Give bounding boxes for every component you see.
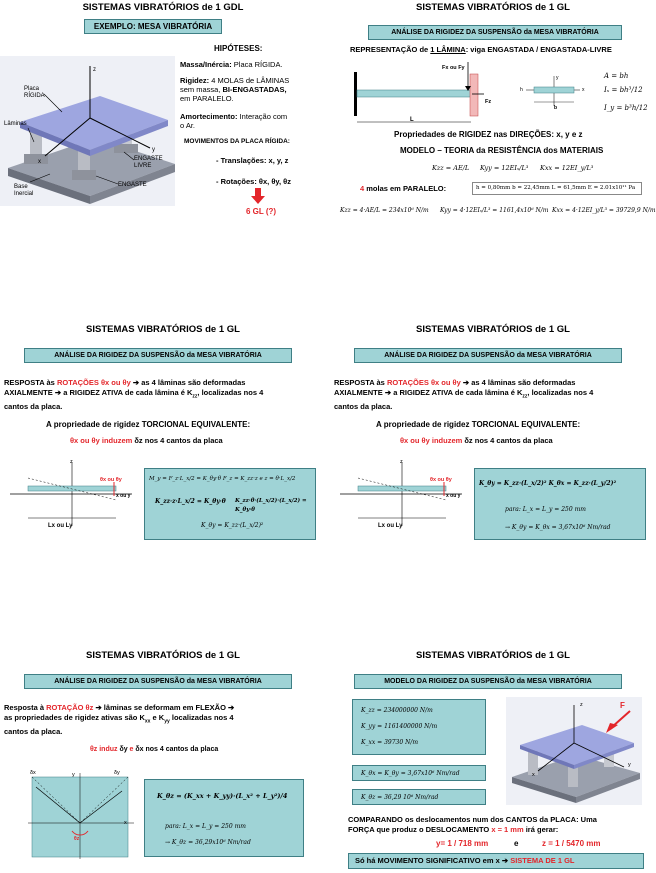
formula-my: M_y = F_z·L_x/2 = K_θy·θ F_z = K_zz·z e z = θ·L_x/2 (149, 476, 296, 482)
eq-kxx: Kxx = 12EI_y/L³ (540, 164, 594, 172)
slide-2-header-box: ANÁLISE DA RIGIDEZ DA SUSPENSÃO da MESA VIBRATÓRIA (368, 25, 622, 40)
result-kxx: Kxx = 4·12EI_y/L³ = 39729,9 N/m (552, 207, 656, 214)
params-box: h = 0,80mm b = 22,45mm L = 61,5mm E = 2.01x10¹¹ Pa (472, 182, 642, 195)
hip-rigidez: Rigidez: 4 MOLAS de LÂMINAS sem massa, BI-ENGASTADAS, em PARALELO. (180, 76, 290, 103)
result-z: z = 1 / 5470 mm (542, 839, 601, 848)
formula-ktheta-result: → K_θy = K_θx = 3,67x10⁶ Nm/rad (505, 524, 611, 531)
slide-3-title: SISTEMAS VIBRATÓRIOS de 1 GL (86, 324, 240, 335)
label-sec-h: h (520, 87, 523, 93)
slide-4-induzem: θx ou θy induzem δz nos 4 cantos da placa (400, 436, 553, 445)
value-ktheta-z: K_θz = 36,29 10⁶ Nm/rad (361, 794, 439, 801)
movimentos-translacoes: - Translações: x, y, z (216, 156, 289, 165)
hipoteses-title: HIPÓTESES: (214, 44, 263, 53)
slide-4-rigidez-torcional-resultado (330, 320, 656, 550)
molas-paralelo: 4 molas em PARALELO: (360, 184, 447, 193)
label-theta: θx ou θy (100, 477, 122, 483)
slide-3-rigidez-torcional (0, 320, 326, 550)
slide-5-formula-box (144, 779, 304, 857)
slide-3-formula-box (144, 468, 316, 540)
stiffness-theta-z-box (352, 789, 486, 805)
label-dx: δx (30, 770, 36, 776)
value-kzz: K_zz = 234000000 N/m (361, 707, 433, 714)
label-theta-2: θx ou θy (430, 477, 452, 483)
label-x-6: x (532, 772, 535, 778)
eq-ix: Iₓ = bh³/12 (604, 86, 643, 94)
label-sec-x: x (582, 87, 585, 93)
value-kyy: K_yy = 1161400000 N/m (361, 723, 438, 730)
eq-iy: I_y = b³h/12 (604, 104, 648, 112)
label-laminas: Lâminas (4, 121, 27, 127)
label-y: y (72, 772, 75, 778)
comparando-text: COMPARANDO os deslocamentos num dos CANTOS da PLACA: Uma FORÇA que produz o DESLOCAMENTO x = 1 mm irá gerar: (348, 815, 597, 834)
slide-4-prop: A propriedade de rigidez TORCIONAL EQUIVALENTE: (376, 420, 581, 429)
stiffness-theta-xy-box (352, 765, 486, 781)
label-fz: Fz (485, 99, 492, 105)
slide-1-exemplo (0, 0, 326, 230)
movimentos-rotacoes: - Rotações: θx, θy, θz (216, 177, 291, 186)
hip-amortecimento: Amortecimento: Interação com o Ar. (180, 112, 288, 130)
label-base: Base Inercial (14, 184, 34, 197)
label-y-6: y (628, 762, 631, 768)
slide-6-header-box: MODELO DA RIGIDEZ DA SUSPENSÃO da MESA VIBRATÓRIA (354, 674, 622, 689)
stiffness-values-box (352, 699, 486, 755)
formula-para-l: para: L_x = L_y = 250 mm (505, 506, 586, 513)
slide-1-header-box: EXEMPLO: MESA VIBRATÓRIA (84, 19, 222, 34)
vibratory-table-force-illustration (506, 697, 642, 805)
formula-para-l-5: para: L_x = L_y = 250 mm (165, 823, 246, 830)
eq-kzz: Kzz = AE/L (432, 164, 470, 172)
label-z: z (70, 459, 73, 465)
result-e: e (514, 839, 519, 848)
slide-3-prop: A propriedade de rigidez TORCIONAL EQUIVALENTE: (46, 420, 251, 429)
slide-4-resposta: RESPOSTA às ROTAÇÕES θx ou θy ➔ as 4 lâminas são deformadas AXIALMENTE ➔ a RIGIDEZ ATIVA de cada lâmina é $K_{zz}$, localizadas nos 4 cantos da placa. (334, 378, 594, 411)
rotation-tz-diagram (22, 773, 142, 861)
label-L: L (410, 117, 414, 123)
value-kxx: K_xx = 39730 N/m (361, 739, 419, 746)
label-y-axis: y (152, 147, 155, 153)
label-engaste: ENGASTE (118, 182, 147, 188)
slide-5-resposta: Resposta à ROTAÇÃO θz ➔ lâminas se deformam em FLEXÃO ➔ as propriedades de rigidez ativas são $K_{xx}$ e $K_{yy}$ localizadas nos 4 cantos da placa. (4, 703, 235, 736)
slide-2-title: SISTEMAS VIBRATÓRIOS de 1 GL (416, 2, 570, 13)
hip-massa: Massa/Inércia: Placa RÍGIDA. (180, 60, 283, 69)
cantilever-beam-diagram (348, 62, 498, 132)
slide-6-modelo (330, 643, 656, 873)
slide-5-induz: θz induz δy e δx nos 4 cantos da placa (90, 746, 219, 753)
label-x-axis: x (38, 159, 41, 165)
label-x-or-y-2: x ou y (446, 493, 461, 499)
label-lx-ly: Lx ou Ly (48, 523, 73, 529)
result-kyy: Kyy = 4·12EIₓ/L³ = 1161,4x10⁶ N/m (440, 207, 549, 214)
slide-5-header-box: ANÁLISE DA RIGIDEZ DA SUSPENSÃO da MESA VIBRATÓRIA (24, 674, 292, 689)
label-lx-ly-2: Lx ou Ly (378, 523, 403, 529)
conclusion-box: Só há MOVIMENTO SIGNIFICATIVO em x ➔ SISTEMA DE 1 GL (348, 853, 644, 869)
slide-4-header-box: ANÁLISE DA RIGIDEZ DA SUSPENSÃO da MESA VIBRATÓRIA (354, 348, 622, 363)
slide-6-title: SISTEMAS VIBRATÓRIOS de 1 GL (416, 650, 570, 661)
label-theta-z: θz (74, 836, 80, 842)
label-force: F (620, 701, 625, 710)
formula-kzz-theta: K_zz·θ·(L_x/2)·(L_x/2) = K_θy·θ (235, 498, 307, 513)
slide-1-title: SISTEMAS VIBRATÓRIOS de 1 GDL (82, 2, 244, 13)
label-z-axis: z (93, 67, 96, 73)
formula-ktheta-z: K_θz = (K_xx + K_yy)·(L_x² + L_y²)/4 (157, 792, 288, 800)
formula-kzz-z: K_zz·z·L_x/2 = K_θy·θ (155, 498, 226, 505)
representacao-line: REPRESENTAÇÃO de 1 LÂMINA: viga ENGASTADA / ENGASTADA-LIVRE (350, 45, 612, 54)
formula-ktheta-y: K_θy = K_zz·(L_x/2)² (201, 522, 264, 529)
propriedades-line: Propriedades de RIGIDEZ nas DIREÇÕES: x, y e z (394, 130, 583, 139)
result-kzz: Kzz = 4·AE/L = 234x10⁶ N/m (340, 207, 429, 214)
label-z-6: z (580, 702, 583, 708)
formula-ktheta-z-result: → K_θz = 36,29x10⁶ Nm/rad (165, 839, 251, 846)
result-y: y= 1 / 718 mm (436, 839, 489, 848)
label-engaste-livre: ENGASTE LIVRE (134, 156, 163, 169)
formula-ktheta-xy: K_θy = K_zz·(L_x/2)² K_θx = K_zz·(L_y/2)² (479, 480, 617, 487)
down-arrow-icon (251, 188, 265, 204)
eq-area: A = bh (604, 72, 629, 80)
six-gl-result: 6 GL (?) (246, 207, 277, 216)
label-sec-y: y (556, 75, 559, 81)
modelo-line: MODELO – TEORIA da RESISTÊNCIA dos MATERIAIS (400, 146, 604, 155)
label-sec-b: b (554, 105, 558, 111)
value-ktheta-xy: K_θx = K_θy = 3,67x10⁶ Nm/rad (361, 770, 460, 777)
slide-4-title: SISTEMAS VIBRATÓRIOS de 1 GL (416, 324, 570, 335)
label-placa: Placa RÍGIDA (24, 86, 45, 99)
slide-3-header-box: ANÁLISE DA RIGIDEZ DA SUSPENSÃO da MESA VIBRATÓRIA (24, 348, 292, 363)
label-dy: δy (114, 770, 120, 776)
movimentos-title: MOVIMENTOS DA PLACA RÍGIDA: (184, 138, 290, 145)
label-x-or-y: x ou y (116, 493, 131, 499)
slide-3-resposta: RESPOSTA às ROTAÇÕES θx ou θy ➔ as 4 lâminas são deformadas AXIALMENTE ➔ a RIGIDEZ ATIVA de cada lâmina é $K_{zz}$, localizadas nos 4 cantos da placa. (4, 378, 264, 411)
label-fx-fy: Fx ou Fy (442, 65, 465, 71)
slide-5-title: SISTEMAS VIBRATÓRIOS de 1 GL (86, 650, 240, 661)
slide-5-rotacao-tz (0, 643, 326, 873)
label-x: x (124, 820, 127, 826)
slide-4-formula-box (474, 468, 646, 540)
slide-2-rigidez-lamina (330, 0, 656, 230)
eq-kyy: Kyy = 12EIₓ/L³ (480, 164, 529, 172)
label-z-2: z (400, 459, 403, 465)
slide-3-induzem: θx ou θy induzem δz nos 4 cantos da placa (70, 436, 223, 445)
